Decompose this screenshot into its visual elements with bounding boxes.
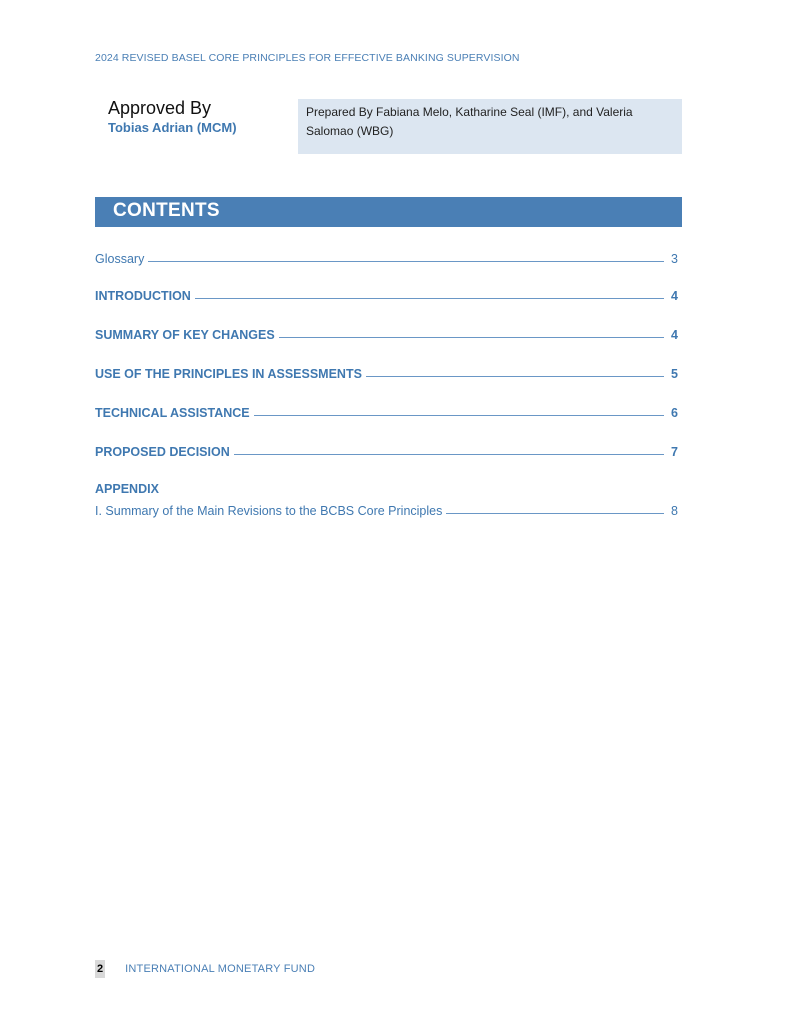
toc-entry-page: 6 — [671, 406, 678, 420]
footer-organization: INTERNATIONAL MONETARY FUND — [125, 963, 316, 975]
appendix-heading: APPENDIX — [95, 482, 159, 496]
contents-title: CONTENTS — [113, 200, 220, 221]
prepared-by-text: Prepared By Fabiana Melo, Katharine Seal (IMF), and Valeria Salomao (WBG) — [306, 105, 633, 138]
toc-leader — [279, 336, 664, 338]
toc-entry-page: 5 — [671, 367, 678, 381]
toc-leader — [148, 260, 664, 262]
toc-entry-page: 7 — [671, 445, 678, 459]
approved-by-label: Approved By — [108, 98, 212, 118]
toc-entry-label: TECHNICAL ASSISTANCE — [95, 406, 250, 420]
toc-entry-summary-of-key-changes[interactable] — [95, 324, 678, 342]
toc-entry-page: 4 — [671, 289, 678, 303]
toc-entry-proposed-decision[interactable] — [95, 441, 678, 459]
toc-entry-introduction[interactable] — [95, 285, 678, 303]
toc-leader — [234, 453, 664, 455]
toc-entry-technical-assistance[interactable] — [95, 402, 678, 420]
toc-leader — [366, 375, 664, 377]
toc-entry-label: Glossary — [95, 252, 145, 266]
toc-entry-label: USE OF THE PRINCIPLES IN ASSESSMENTS — [95, 367, 362, 381]
toc-entry-use-of-principles[interactable] — [95, 363, 678, 381]
toc-leader — [254, 414, 664, 416]
toc-entry-label: I. Summary of the Main Revisions to the BCBS Core Principles — [95, 504, 443, 518]
running-header: 2024 REVISED BASEL CORE PRINCIPLES FOR EFFECTIVE BANKING SUPERVISION — [95, 52, 520, 64]
prepared-by-box — [298, 99, 682, 154]
toc-entry-label: SUMMARY OF KEY CHANGES — [95, 328, 275, 342]
toc-entry-glossary[interactable] — [95, 248, 678, 266]
toc-entry-label: INTRODUCTION — [95, 289, 191, 303]
toc-entry-label: PROPOSED DECISION — [95, 445, 230, 459]
approver-name: Tobias Adrian (MCM) — [108, 120, 237, 135]
page-number: 2 — [95, 960, 105, 978]
toc-entry-appendix-1[interactable] — [95, 500, 678, 518]
page-footer — [95, 960, 315, 978]
contents-banner — [95, 197, 682, 227]
toc-leader — [195, 297, 664, 299]
toc-leader — [446, 512, 664, 514]
toc-entry-page: 3 — [671, 252, 678, 266]
toc-entry-page: 4 — [671, 328, 678, 342]
approved-by-block — [108, 97, 237, 135]
toc-entry-page: 8 — [671, 504, 678, 518]
